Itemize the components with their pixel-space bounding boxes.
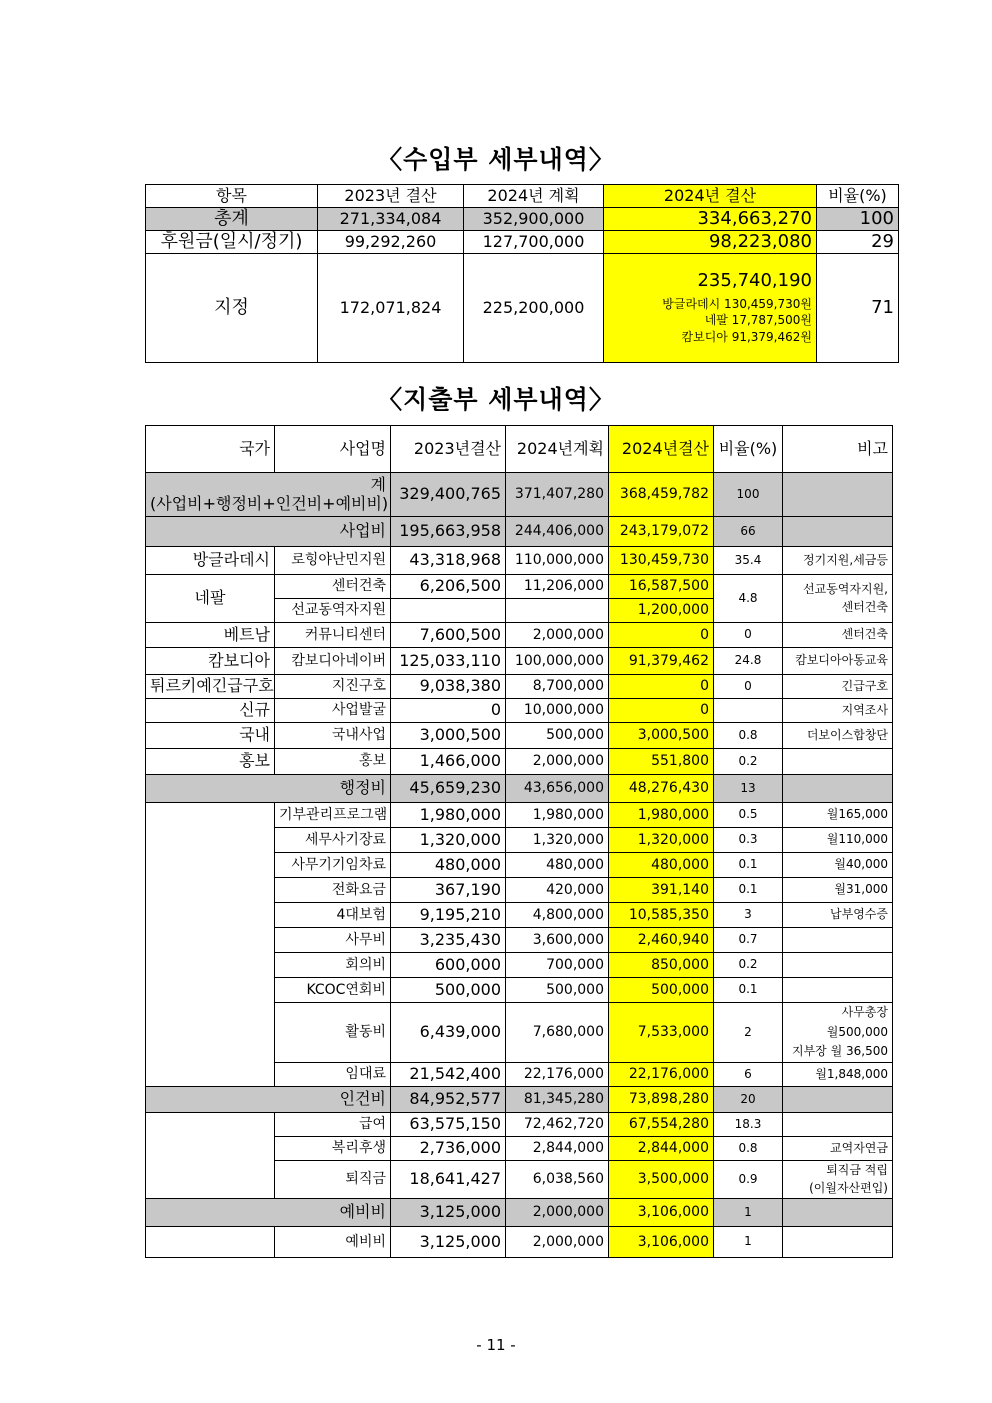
header-2024-result: 2024년결산 <box>609 426 714 473</box>
new-project-2024-plan: 10,000,000 <box>506 699 609 723</box>
admin-item-2024-result: 480,000 <box>609 853 714 878</box>
admin-item-note <box>783 978 893 1003</box>
vietnam-name: 커뮤니티센터 <box>275 623 391 648</box>
total-label-main: 계 <box>370 475 386 495</box>
activity-ratio: 2 <box>714 1003 783 1063</box>
vietnam-2024-result: 0 <box>609 623 714 648</box>
pr-ratio: 0.2 <box>714 749 783 775</box>
welfare-2024-result: 2,844,000 <box>609 1137 714 1161</box>
bangladesh-note: 정기지원,세금등 <box>783 547 893 575</box>
cambodia-note: 캄보디아아동교육 <box>783 648 893 675</box>
header-2023: 2023년 결산 <box>318 185 464 208</box>
admin-2024-plan: 43,656,000 <box>506 775 609 803</box>
bangladesh-country: 방글라데시 <box>146 547 275 575</box>
nepal-mission-2024-plan <box>506 599 609 623</box>
total-ratio: 100 <box>714 473 783 517</box>
severance-name: 퇴직금 <box>275 1161 391 1199</box>
designated-bangladesh: 방글라데시 130,459,730원 <box>662 296 812 311</box>
activity-note-line1: 사무총장 <box>841 1004 888 1019</box>
vietnam-2024-plan: 2,000,000 <box>506 623 609 648</box>
admin-item-ratio: 0.1 <box>714 978 783 1003</box>
header-project: 사업명 <box>275 426 391 473</box>
header-ratio: 비율(%) <box>817 185 899 208</box>
admin-item-ratio: 0.2 <box>714 953 783 978</box>
nepal-center-2024-plan: 11,206,000 <box>506 575 609 599</box>
pr-2024-result: 551,800 <box>609 749 714 775</box>
designated-cambodia: 캄보디아 91,379,462원 <box>681 330 812 345</box>
business-2024-plan: 244,406,000 <box>506 517 609 547</box>
cambodia-2023: 125,033,110 <box>391 648 506 675</box>
admin-label: 행정비 <box>146 775 391 803</box>
cambodia-country: 캄보디아 <box>146 648 275 675</box>
bangladesh-2024-result: 130,459,730 <box>609 547 714 575</box>
expense-table <box>145 425 893 1258</box>
nepal-center-name: 센터건축 <box>275 575 391 599</box>
bangladesh-row <box>146 547 893 575</box>
designated-total: 235,740,190 <box>697 269 812 291</box>
header-2023: 2023년결산 <box>391 426 506 473</box>
personnel-2024-result: 73,898,280 <box>609 1087 714 1113</box>
activity-2023: 6,439,000 <box>391 1003 506 1063</box>
admin-2024-result: 48,276,430 <box>609 775 714 803</box>
admin-2023: 45,659,230 <box>391 775 506 803</box>
domestic-name: 국내사업 <box>275 723 391 749</box>
cambodia-2024-plan: 100,000,000 <box>506 648 609 675</box>
income-table <box>145 184 899 363</box>
admin-item-2023: 3,235,430 <box>391 928 506 953</box>
personnel-ratio: 20 <box>714 1087 783 1113</box>
rent-note: 월1,848,000 <box>783 1063 893 1087</box>
severance-2023: 18,641,427 <box>391 1161 506 1199</box>
page-number: - 11 - <box>476 1336 516 1354</box>
total-2023: 271,334,084 <box>318 208 464 231</box>
admin-item-name: 사무비 <box>275 928 391 953</box>
admin-item-ratio: 0.7 <box>714 928 783 953</box>
salary-2023: 63,575,150 <box>391 1113 506 1137</box>
salary-note <box>783 1113 893 1137</box>
severance-ratio: 0.9 <box>714 1161 783 1199</box>
admin-item-2024-plan: 3,600,000 <box>506 928 609 953</box>
admin-item-2024-plan: 4,800,000 <box>506 903 609 928</box>
pr-row <box>146 749 893 775</box>
new-project-2023: 0 <box>391 699 506 723</box>
domestic-note: 더보이스합창단 <box>783 723 893 749</box>
nepal-center-2023: 6,206,500 <box>391 575 506 599</box>
reserve-2024-result: 3,106,000 <box>609 1199 714 1227</box>
personnel-note <box>783 1087 893 1113</box>
admin-item-name: 회의비 <box>275 953 391 978</box>
vietnam-2023: 7,600,500 <box>391 623 506 648</box>
admin-item-2024-result: 391,140 <box>609 878 714 903</box>
pr-name: 홍보 <box>275 749 391 775</box>
activity-name: 활동비 <box>275 1003 391 1063</box>
business-2023: 195,663,958 <box>391 517 506 547</box>
severance-note-line1: 퇴직금 적립 <box>826 1162 888 1177</box>
reserve-2023: 3,125,000 <box>391 1199 506 1227</box>
rent-2023: 21,542,400 <box>391 1063 506 1087</box>
activity-note <box>783 1003 893 1063</box>
reserve-item-ratio: 1 <box>714 1227 783 1258</box>
salary-name: 급여 <box>275 1113 391 1137</box>
total-note <box>783 473 893 517</box>
turkey-2024-plan: 8,700,000 <box>506 675 609 699</box>
admin-item-2023: 500,000 <box>391 978 506 1003</box>
total-2023: 329,400,765 <box>391 473 506 517</box>
cambodia-2024-result: 91,379,462 <box>609 648 714 675</box>
admin-item-name: 기부관리프로그램 <box>275 803 391 828</box>
admin-item-name: 사무기기임차료 <box>275 853 391 878</box>
rent-ratio: 6 <box>714 1063 783 1087</box>
reserve-item-row <box>146 1227 893 1258</box>
severance-2024-result: 3,500,000 <box>609 1161 714 1199</box>
reserve-group-blank <box>146 1227 275 1258</box>
pr-2023: 1,466,000 <box>391 749 506 775</box>
reserve-ratio: 1 <box>714 1199 783 1227</box>
personnel-2023: 84,952,577 <box>391 1087 506 1113</box>
nepal-note <box>783 575 893 623</box>
donation-2024-plan: 127,700,000 <box>464 231 604 254</box>
designated-2023: 172,071,824 <box>318 254 464 363</box>
cambodia-row <box>146 648 893 675</box>
admin-item-2024-result: 850,000 <box>609 953 714 978</box>
admin-item-2023: 367,190 <box>391 878 506 903</box>
admin-ratio: 13 <box>714 775 783 803</box>
admin-item-note <box>783 928 893 953</box>
salary-ratio: 18.3 <box>714 1113 783 1137</box>
business-2024-result: 243,179,072 <box>609 517 714 547</box>
welfare-2023: 2,736,000 <box>391 1137 506 1161</box>
admin-item-ratio: 0.1 <box>714 878 783 903</box>
income-donation-row <box>146 231 899 254</box>
admin-item-2024-plan: 1,320,000 <box>506 828 609 853</box>
donation-ratio: 29 <box>817 231 899 254</box>
admin-item-2024-result: 1,980,000 <box>609 803 714 828</box>
reserve-item-note <box>783 1227 893 1258</box>
domestic-country: 국내 <box>146 723 275 749</box>
activity-2024-result: 7,533,000 <box>609 1003 714 1063</box>
severance-note-line2: (이월자산편입) <box>809 1180 888 1195</box>
designated-2024-plan: 225,200,000 <box>464 254 604 363</box>
admin-item-2024-plan: 1,980,000 <box>506 803 609 828</box>
business-note <box>783 517 893 547</box>
admin-item-note: 월110,000 <box>783 828 893 853</box>
income-title: 〈수입부 세부내역〉 <box>377 145 615 174</box>
reserve-item-name: 예비비 <box>275 1227 391 1258</box>
header-item: 항목 <box>146 185 318 208</box>
nepal-ratio: 4.8 <box>714 575 783 623</box>
cambodia-ratio: 24.8 <box>714 648 783 675</box>
nepal-row-1 <box>146 575 893 599</box>
total-2024-plan: 371,407,280 <box>506 473 609 517</box>
admin-item-ratio: 0.1 <box>714 853 783 878</box>
header-2024-result: 2024년 결산 <box>604 185 817 208</box>
turkey-row <box>146 675 893 699</box>
admin-item-name: 4대보험 <box>275 903 391 928</box>
admin-item-2023: 480,000 <box>391 853 506 878</box>
admin-item-row <box>146 803 893 828</box>
donation-2023: 99,292,260 <box>318 231 464 254</box>
nepal-mission-2023 <box>391 599 506 623</box>
total-label: 총계 <box>146 208 318 231</box>
cambodia-name: 캄보디아네이버 <box>275 648 391 675</box>
header-ratio: 비율(%) <box>714 426 783 473</box>
bangladesh-2023: 43,318,968 <box>391 547 506 575</box>
admin-item-note: 월40,000 <box>783 853 893 878</box>
activity-note-line2: 월500,000 <box>826 1024 888 1039</box>
admin-item-2024-plan: 480,000 <box>506 853 609 878</box>
admin-item-note: 납부영수증 <box>783 903 893 928</box>
business-row <box>146 517 893 547</box>
welfare-note: 교역자연금 <box>783 1137 893 1161</box>
admin-item-2024-result: 2,460,940 <box>609 928 714 953</box>
bangladesh-name: 로힝야난민지원 <box>275 547 391 575</box>
welfare-name: 복리후생 <box>275 1137 391 1161</box>
admin-item-2023: 1,980,000 <box>391 803 506 828</box>
income-total-row <box>146 208 899 231</box>
designated-2024-result <box>604 254 817 363</box>
admin-item-2024-result: 10,585,350 <box>609 903 714 928</box>
welfare-ratio: 0.8 <box>714 1137 783 1161</box>
vietnam-note: 센터건축 <box>783 623 893 648</box>
admin-item-ratio: 0.3 <box>714 828 783 853</box>
total-label <box>146 473 391 517</box>
header-country: 국가 <box>146 426 275 473</box>
new-project-name: 사업발굴 <box>275 699 391 723</box>
domestic-2024-plan: 500,000 <box>506 723 609 749</box>
expense-total-row <box>146 473 893 517</box>
admin-item-2023: 1,320,000 <box>391 828 506 853</box>
expense-header-row <box>146 426 893 473</box>
rent-name: 임대료 <box>275 1063 391 1087</box>
admin-item-2024-plan: 420,000 <box>506 878 609 903</box>
income-designated-row <box>146 254 899 363</box>
turkey-note: 긴급구호 <box>783 675 893 699</box>
turkey-2024-result: 0 <box>609 675 714 699</box>
admin-note <box>783 775 893 803</box>
domestic-2023: 3,000,500 <box>391 723 506 749</box>
reserve-note <box>783 1199 893 1227</box>
new-project-row <box>146 699 893 723</box>
designated-ratio: 71 <box>817 254 899 363</box>
reserve-item-2024-plan: 2,000,000 <box>506 1227 609 1258</box>
donation-2024-result: 98,223,080 <box>604 231 817 254</box>
severance-note <box>783 1161 893 1199</box>
admin-item-name: KCOC연회비 <box>275 978 391 1003</box>
admin-item-name: 전화요금 <box>275 878 391 903</box>
reserve-item-2023: 3,125,000 <box>391 1227 506 1258</box>
personnel-label: 인건비 <box>146 1087 391 1113</box>
vietnam-row <box>146 623 893 648</box>
nepal-country: 네팔 <box>146 575 275 623</box>
new-project-2024-result: 0 <box>609 699 714 723</box>
designated-nepal: 네팔 17,787,500원 <box>704 313 812 328</box>
nepal-mission-2024-result: 1,200,000 <box>609 599 714 623</box>
personnel-2024-plan: 81,345,280 <box>506 1087 609 1113</box>
personnel-group-blank <box>146 1113 275 1199</box>
total-ratio: 100 <box>817 208 899 231</box>
donation-label: 후원금(일시/정기) <box>146 231 318 254</box>
admin-item-2024-plan: 700,000 <box>506 953 609 978</box>
header-2024-plan: 2024년계획 <box>506 426 609 473</box>
salary-2024-plan: 72,462,720 <box>506 1113 609 1137</box>
nepal-center-2024-result: 16,587,500 <box>609 575 714 599</box>
admin-row <box>146 775 893 803</box>
turkey-name: 지진구호 <box>275 675 391 699</box>
admin-group-blank <box>146 803 275 1087</box>
bangladesh-ratio: 35.4 <box>714 547 783 575</box>
header-2024-plan: 2024년 계획 <box>464 185 604 208</box>
reserve-item-2024-result: 3,106,000 <box>609 1227 714 1258</box>
personnel-row <box>146 1087 893 1113</box>
domestic-2024-result: 3,000,500 <box>609 723 714 749</box>
pr-country: 홍보 <box>146 749 275 775</box>
header-note: 비고 <box>783 426 893 473</box>
reserve-2024-plan: 2,000,000 <box>506 1199 609 1227</box>
total-label-sub: (사업비+행정비+인건비+예비비) <box>150 493 389 513</box>
vietnam-ratio: 0 <box>714 623 783 648</box>
admin-item-2024-result: 1,320,000 <box>609 828 714 853</box>
admin-item-name: 세무사기장료 <box>275 828 391 853</box>
welfare-2024-plan: 2,844,000 <box>506 1137 609 1161</box>
total-2024-plan: 352,900,000 <box>464 208 604 231</box>
activity-note-line3: 지부장 월 36,500 <box>792 1044 888 1059</box>
business-ratio: 66 <box>714 517 783 547</box>
nepal-note-line1: 선교동역자지원, <box>803 581 888 596</box>
reserve-label: 예비비 <box>146 1199 391 1227</box>
salary-row <box>146 1113 893 1137</box>
bangladesh-2024-plan: 110,000,000 <box>506 547 609 575</box>
admin-item-note: 월31,000 <box>783 878 893 903</box>
admin-item-ratio: 3 <box>714 903 783 928</box>
reserve-row <box>146 1199 893 1227</box>
pr-2024-plan: 2,000,000 <box>506 749 609 775</box>
new-project-country: 신규 <box>146 699 275 723</box>
rent-2024-result: 22,176,000 <box>609 1063 714 1087</box>
activity-2024-plan: 7,680,000 <box>506 1003 609 1063</box>
vietnam-country: 베트남 <box>146 623 275 648</box>
income-header-row <box>146 185 899 208</box>
total-2024-result: 334,663,270 <box>604 208 817 231</box>
designated-label: 지정 <box>146 254 318 363</box>
turkey-ratio: 0 <box>714 675 783 699</box>
turkey-2023: 9,038,380 <box>391 675 506 699</box>
admin-item-2024-result: 500,000 <box>609 978 714 1003</box>
admin-item-note: 월165,000 <box>783 803 893 828</box>
admin-item-2023: 9,195,210 <box>391 903 506 928</box>
total-2024-result: 368,459,782 <box>609 473 714 517</box>
severance-2024-plan: 6,038,560 <box>506 1161 609 1199</box>
admin-item-2023: 600,000 <box>391 953 506 978</box>
domestic-row <box>146 723 893 749</box>
nepal-mission-name: 선교동역자지원 <box>275 599 391 623</box>
admin-item-note <box>783 953 893 978</box>
turkey-country: 튀르키예긴급구호 <box>146 675 275 699</box>
domestic-ratio: 0.8 <box>714 723 783 749</box>
admin-item-2024-plan: 500,000 <box>506 978 609 1003</box>
expense-title: 〈지출부 세부내역〉 <box>377 385 615 414</box>
new-project-ratio <box>714 699 783 723</box>
admin-item-ratio: 0.5 <box>714 803 783 828</box>
salary-2024-result: 67,554,280 <box>609 1113 714 1137</box>
business-label: 사업비 <box>146 517 391 547</box>
nepal-note-line2: 센터건축 <box>841 599 888 614</box>
rent-2024-plan: 22,176,000 <box>506 1063 609 1087</box>
pr-note <box>783 749 893 775</box>
new-project-note: 지역조사 <box>783 699 893 723</box>
